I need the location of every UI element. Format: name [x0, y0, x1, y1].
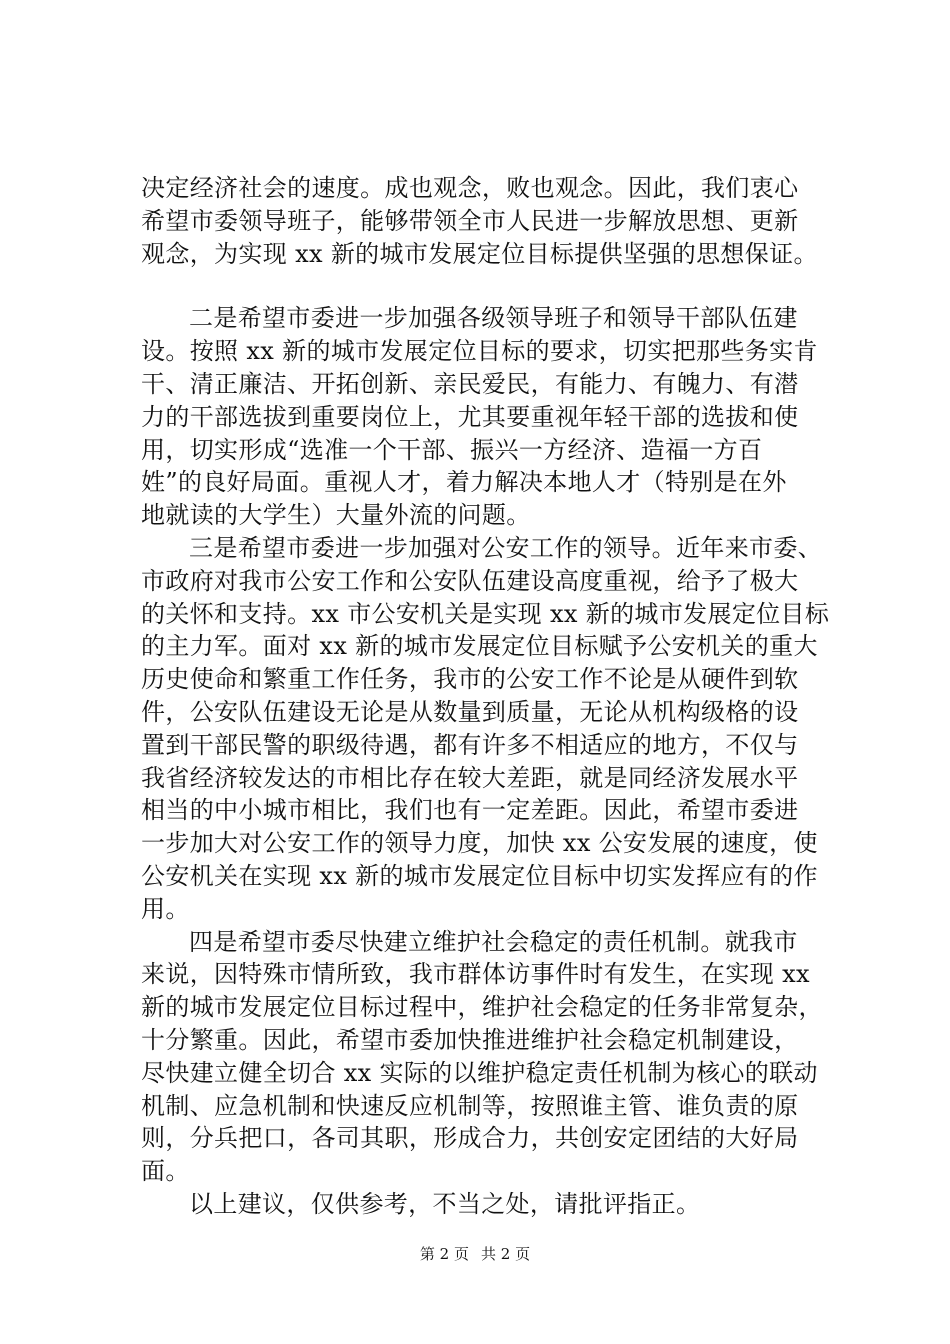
text-line: 历史使命和繁重工作任务，我市的公安工作不论是从硬件到软	[141, 665, 799, 694]
text-line: 我省经济较发达的市相比存在较大差距，就是同经济发展水平	[141, 763, 799, 792]
text-line: 干、清正廉洁、开拓创新、亲民爱民，有能力、有魄力、有潜	[141, 369, 799, 398]
text-line: 用。	[141, 894, 190, 923]
text-line: 件，公安队伍建设无论是从数量到质量，无论从机构级格的设	[141, 697, 799, 726]
text-line: 希望市委领导班子，能够带领全市人民进一步解放思想、更新	[141, 206, 799, 235]
text-line: 新的城市发展定位目标过程中，维护社会稳定的任务非常复杂，	[141, 993, 823, 1022]
paragraph-start-line: 三是希望市委进一步加强对公安工作的领导。近年来市委、	[189, 533, 823, 562]
page-footer	[0, 1244, 950, 1264]
paragraph-start-line: 四是希望市委尽快建立维护社会稳定的责任机制。就我市	[189, 927, 798, 956]
text-line: 一步加大对公安工作的领导力度，加快 xx 公安发展的速度，使	[141, 829, 818, 858]
text-line: 置到干部民警的职级待遇，都有许多不相适应的地方，不仅与	[141, 730, 799, 759]
text-line: 尽快建立健全切合 xx 实际的以维护稳定责任机制为核心的联动	[141, 1058, 818, 1087]
text-line: 姓”的良好局面。重视人才，着力解决本地人才（特别是在外	[141, 468, 787, 497]
text-line: 面。	[141, 1157, 190, 1186]
text-line: 则，分兵把口，各司其职，形成合力，共创安定团结的大好局	[141, 1124, 799, 1153]
text-line: 十分繁重。因此，希望市委加快推进维护社会稳定机制建设，	[141, 1025, 799, 1054]
text-line: 相当的中小城市相比，我们也有一定差距。因此，希望市委进	[141, 796, 799, 825]
document-body	[141, 172, 831, 1221]
text-line: 来说，因特殊市情所致，我市群体访事件时有发生，在实现 xx	[141, 960, 810, 989]
paragraph-start-line: 二是希望市委进一步加强各级领导班子和领导干部队伍建	[189, 304, 798, 333]
text-line: 设。按照 xx 新的城市发展定位目标的要求，切实把那些务实肯	[141, 337, 818, 366]
text-line: 的关怀和支持。xx 市公安机关是实现 xx 新的城市发展定位目标	[141, 599, 830, 628]
text-line: 力的干部选拔到重要岗位上，尤其要重视年轻干部的选拔和使	[141, 402, 799, 431]
paragraph-gap	[141, 270, 831, 302]
text-line: 地就读的大学生）大量外流的问题。	[141, 501, 531, 530]
text-line: 用，切实形成“选准一个干部、振兴一方经济、造福一方百	[141, 435, 763, 464]
text-line: 公安机关在实现 xx 新的城市发展定位目标中切实发挥应有的作	[141, 861, 818, 890]
paragraph-start-line: 以上建议，仅供参考，不当之处，请批评指正。	[189, 1189, 701, 1218]
text-line: 观念，为实现 xx 新的城市发展定位目标提供坚强的思想保证。	[141, 239, 818, 268]
text-line: 的主力军。面对 xx 新的城市发展定位目标赋予公安机关的重大	[141, 632, 818, 661]
page-total: 共 2 页	[481, 1245, 531, 1263]
text-line: 决定经济社会的速度。成也观念，败也观念。因此，我们衷心	[141, 174, 799, 202]
text-line: 市政府对我市公安工作和公安队伍建设高度重视，给予了极大	[141, 566, 799, 595]
text-line: 机制、应急机制和快速反应机制等，按照谁主管、谁负责的原	[141, 1091, 799, 1120]
page-number: 第 2 页	[419, 1245, 469, 1263]
